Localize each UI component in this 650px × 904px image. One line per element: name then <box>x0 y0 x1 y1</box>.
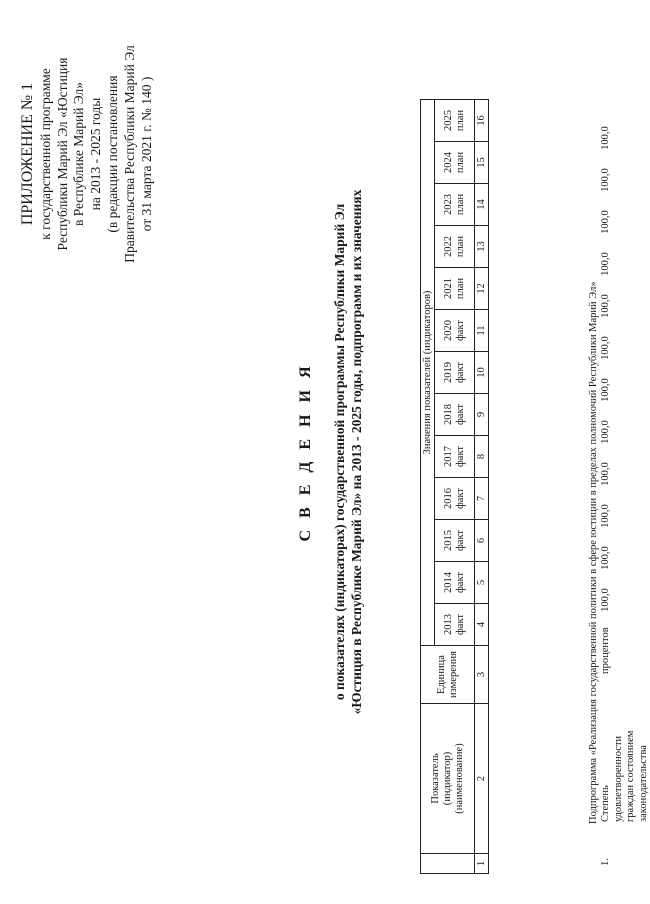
document-subtitle-1: о показателях (индикаторах) государственной программы Республики Марий Эл <box>332 203 347 701</box>
header-unit <box>421 646 475 704</box>
column-number: 7 <box>475 478 489 520</box>
indicator-name-line: удовлетворенности <box>612 735 624 822</box>
column-number: 8 <box>475 436 489 478</box>
appendix-line: Правительства Республики Марий Эл <box>121 45 137 263</box>
header-kind: факт <box>454 614 466 636</box>
column-number: 2 <box>475 704 489 854</box>
indicator-name <box>600 672 650 822</box>
header-unit-line: измерения <box>447 651 459 698</box>
indicator-value: 100,0 <box>600 294 611 318</box>
header-year-cell <box>435 394 475 436</box>
subprogram-title: Подпрограмма «Реализация государственной политики в сфере юстиции в пределах полномочий Республики Марий Эл» <box>588 281 599 824</box>
appendix-block <box>20 4 155 304</box>
header-unit-line: Единица <box>435 655 447 694</box>
indicator-name-line: Степень <box>600 785 611 822</box>
header-year: 2013 <box>442 614 454 635</box>
indicator-name-line: законодательства <box>637 745 649 822</box>
header-year-cell <box>435 436 475 478</box>
header-year-cell <box>435 184 475 226</box>
header-year: 2016 <box>442 488 454 509</box>
indicator-value: 100,0 <box>600 588 611 612</box>
header-kind: план <box>454 193 466 216</box>
column-number: 11 <box>475 310 489 352</box>
header-year-cell <box>435 100 475 142</box>
header-kind: факт <box>454 488 466 510</box>
header-year: 2023 <box>442 194 454 215</box>
header-year-cell <box>435 226 475 268</box>
header-kind: план <box>454 151 466 174</box>
column-number: 9 <box>475 394 489 436</box>
header-kind: план <box>454 109 466 132</box>
column-number: 4 <box>475 604 489 646</box>
header-kind: факт <box>454 572 466 594</box>
header-indicator-line: (индикатор) <box>441 751 453 806</box>
column-number: 6 <box>475 520 489 562</box>
header-kind: план <box>454 235 466 258</box>
header-num-cell <box>421 854 475 874</box>
header-year: 2025 <box>442 110 454 131</box>
appendix-line: от 31 марта 2021 г. № 140 ) <box>138 76 154 232</box>
header-year: 2014 <box>442 572 454 593</box>
header-year: 2015 <box>442 530 454 551</box>
indicator-value: 100,0 <box>600 420 611 444</box>
header-kind: факт <box>454 320 466 342</box>
header-kind: факт <box>454 362 466 384</box>
indicator-value: 100,0 <box>600 336 611 360</box>
header-year-cell <box>435 268 475 310</box>
indicator-value: 100,0 <box>600 252 611 276</box>
header-values-group: Значения показателей (индикаторов) <box>421 100 435 646</box>
indicator-value: 100,0 <box>600 126 611 150</box>
header-kind: факт <box>454 530 466 552</box>
document-title: С В Е Д Е Н И Я <box>297 362 314 542</box>
indicator-value: 100,0 <box>600 462 611 486</box>
indicator-value: 100,0 <box>600 546 611 570</box>
row-number: 1. <box>600 858 611 866</box>
appendix-line: (в редакции постановления <box>104 75 120 233</box>
indicator-value: 100,0 <box>600 168 611 192</box>
header-kind: план <box>454 277 466 300</box>
header-year: 2017 <box>442 446 454 467</box>
column-number: 14 <box>475 184 489 226</box>
header-kind: факт <box>454 404 466 426</box>
column-number: 13 <box>475 226 489 268</box>
column-number: 16 <box>475 100 489 142</box>
indicator-unit: процентов <box>600 627 611 674</box>
indicator-name-line: граждан состоянием <box>625 730 636 822</box>
column-number: 10 <box>475 352 489 394</box>
header-year-cell <box>435 604 475 646</box>
header-year-cell <box>435 142 475 184</box>
document-subtitle-2: «Юстиция в Республике Марий Эл» на 2013 - 2025 годы, подпрограмм и их значениях <box>349 189 364 715</box>
column-number: 5 <box>475 562 489 604</box>
indicator-value: 100,0 <box>600 504 611 528</box>
appendix-title: ПРИЛОЖЕНИЕ № 1 <box>19 82 36 226</box>
header-indicator-line: (наименование) <box>453 743 465 814</box>
header-year-cell <box>435 562 475 604</box>
header-year: 2024 <box>442 152 454 173</box>
header-year: 2022 <box>442 236 454 257</box>
appendix-line: к государственной программе <box>37 68 53 240</box>
header-year: 2018 <box>442 404 454 425</box>
header-year-cell <box>435 310 475 352</box>
indicators-table <box>420 99 489 874</box>
header-year: 2021 <box>442 278 454 299</box>
header-year-cell <box>435 520 475 562</box>
indicator-value: 100,0 <box>600 210 611 234</box>
header-year-cell <box>435 478 475 520</box>
indicator-value: 100,0 <box>600 378 611 402</box>
header-kind: факт <box>454 446 466 468</box>
appendix-line: Республики Марий Эл «Юстиция <box>54 57 70 251</box>
appendix-line: в Республике Марий Эл» <box>71 81 87 227</box>
column-number: 15 <box>475 142 489 184</box>
header-year: 2020 <box>442 320 454 341</box>
column-number: 12 <box>475 268 489 310</box>
header-indicator-line: Показатель <box>429 753 441 804</box>
column-number: 3 <box>475 646 489 704</box>
header-indicator <box>421 704 475 854</box>
appendix-line: на 2013 - 2025 годы <box>88 97 104 211</box>
header-year: 2019 <box>442 362 454 383</box>
column-number: 1 <box>475 854 489 874</box>
header-year-cell <box>435 352 475 394</box>
